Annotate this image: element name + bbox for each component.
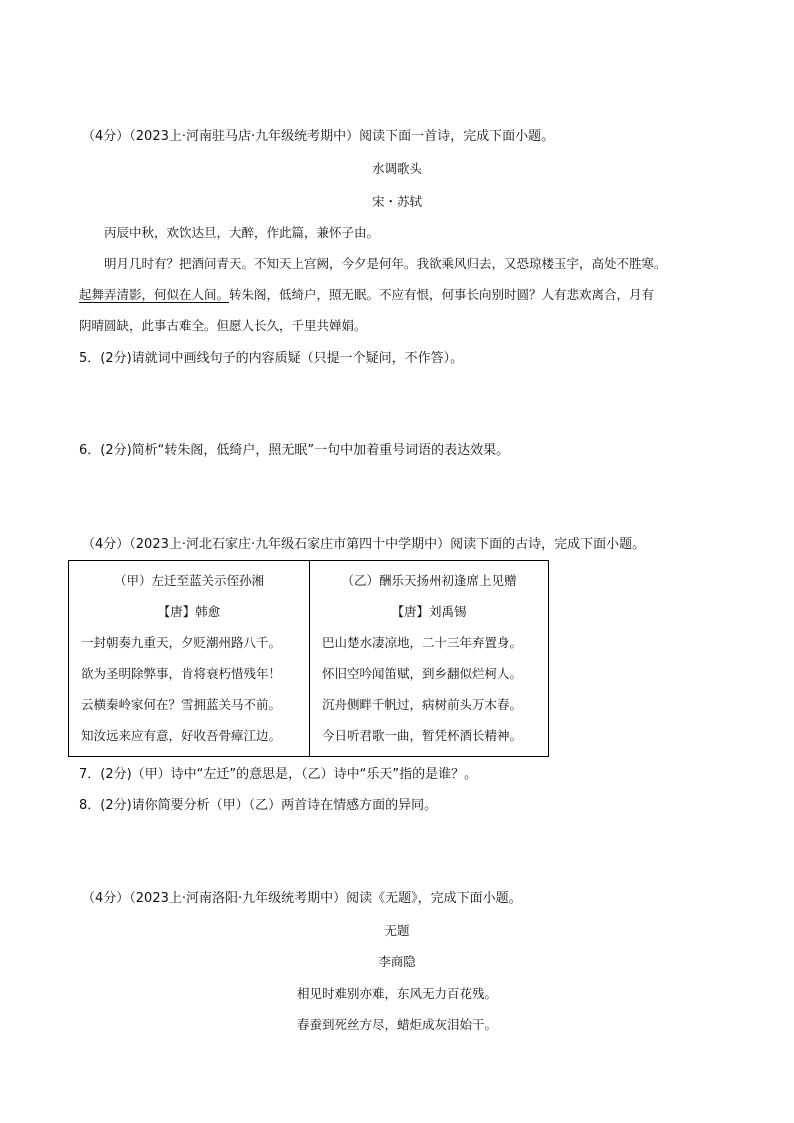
poem1-line-2-rest: 转朱阁，低绮户，照无眠。不应有恨，何事长向别时圆？人有悲欢离合，月有 [229, 287, 655, 302]
poem-comparison-table [68, 560, 549, 757]
poem3-title: 无题 [384, 923, 410, 938]
poem-a-title: （甲）左迁至蓝关示侄孙湘 [113, 573, 264, 588]
poem-b-line-2: 怀旧空吟闻笛赋，到乡翻似烂柯人。 [322, 666, 523, 681]
poem1-author: 宋・苏轼 [371, 194, 422, 209]
question-6: 6．(2分)简析“转朱阁，低绮户，照无眠”一句中加着重号词语的表达效果。 [79, 443, 510, 458]
poem1-title: 水调歌头 [371, 161, 422, 176]
group2-intro: （4分）（2023上·河北石家庄·九年级石家庄市第四十中学期中）阅读下面的古诗，完成下面小题。 [82, 537, 646, 552]
poem-a-line-4: 知汝远来应有意，好收吾骨瘴江边。 [81, 728, 282, 743]
group1-intro: （4分）（2023上·河南驻马店·九年级统考期中）阅读下面一首诗，完成下面小题。 [82, 129, 555, 144]
poem-a-line-3: 云横秦岭家何在？雪拥蓝关马不前。 [81, 697, 282, 712]
poem1-line-3: 阴晴圆缺，此事古难全。但愿人长久，千里共婵娟。 [79, 318, 367, 333]
poem1-line-1: 明月几时有？把酒问青天。不知天上宫阙，今夕是何年。我欲乘风归去，又恐琼楼玉宇，高处不胜寒。 [104, 256, 667, 271]
poem1-preface: 丙辰中秋，欢饮达旦，大醉，作此篇，兼怀子由。 [104, 225, 380, 240]
poem-b-author: 【唐】刘禹锡 [391, 604, 467, 619]
poem-b-line-1: 巴山楚水凄凉地，二十三年弃置身。 [322, 635, 523, 650]
question-5: 5．(2分)请就词中画线句子的内容质疑（只提一个疑问，不作答）。 [79, 351, 464, 366]
poem-b-title: （乙）酬乐天扬州初逢席上见赠 [341, 573, 517, 588]
poem1-line-2 [79, 286, 654, 304]
group3-intro: （4分）（2023上·河南洛阳·九年级统考期中）阅读《无题》，完成下面小题。 [82, 891, 522, 906]
poem3-line-2: 春蚕到死丝方尽，蜡炬成灰泪始干。 [296, 1017, 497, 1032]
poem3-line-1: 相见时难别亦难，东风无力百花残。 [296, 986, 497, 1001]
poem-b-line-4: 今日听君歌一曲，暂凭杯酒长精神。 [322, 728, 523, 743]
question-8: 8．(2分)请你简要分析（甲）（乙）两首诗在情感方面的异同。 [79, 798, 438, 813]
poem-a-cell [69, 561, 310, 757]
poem-b-cell [310, 561, 549, 757]
poem3-author: 李商隐 [378, 954, 416, 969]
poem-b-line-3: 沉舟侧畔千帆过，病树前头万木春。 [322, 697, 523, 712]
poem-a-author: 【唐】韩愈 [157, 604, 221, 619]
poem-a-line-1: 一封朝奏九重天，夕贬潮州路八千。 [81, 635, 282, 650]
underlined-sentence: 起舞弄清影，何似在人间。 [79, 287, 230, 302]
question-7: 7．(2分)（甲）诗中“左迁”的意思是，（乙）诗中“乐天”指的是谁？。 [79, 767, 478, 782]
poem-a-line-2: 欲为圣明除弊事，肯将衰朽惜残年！ [81, 666, 282, 681]
